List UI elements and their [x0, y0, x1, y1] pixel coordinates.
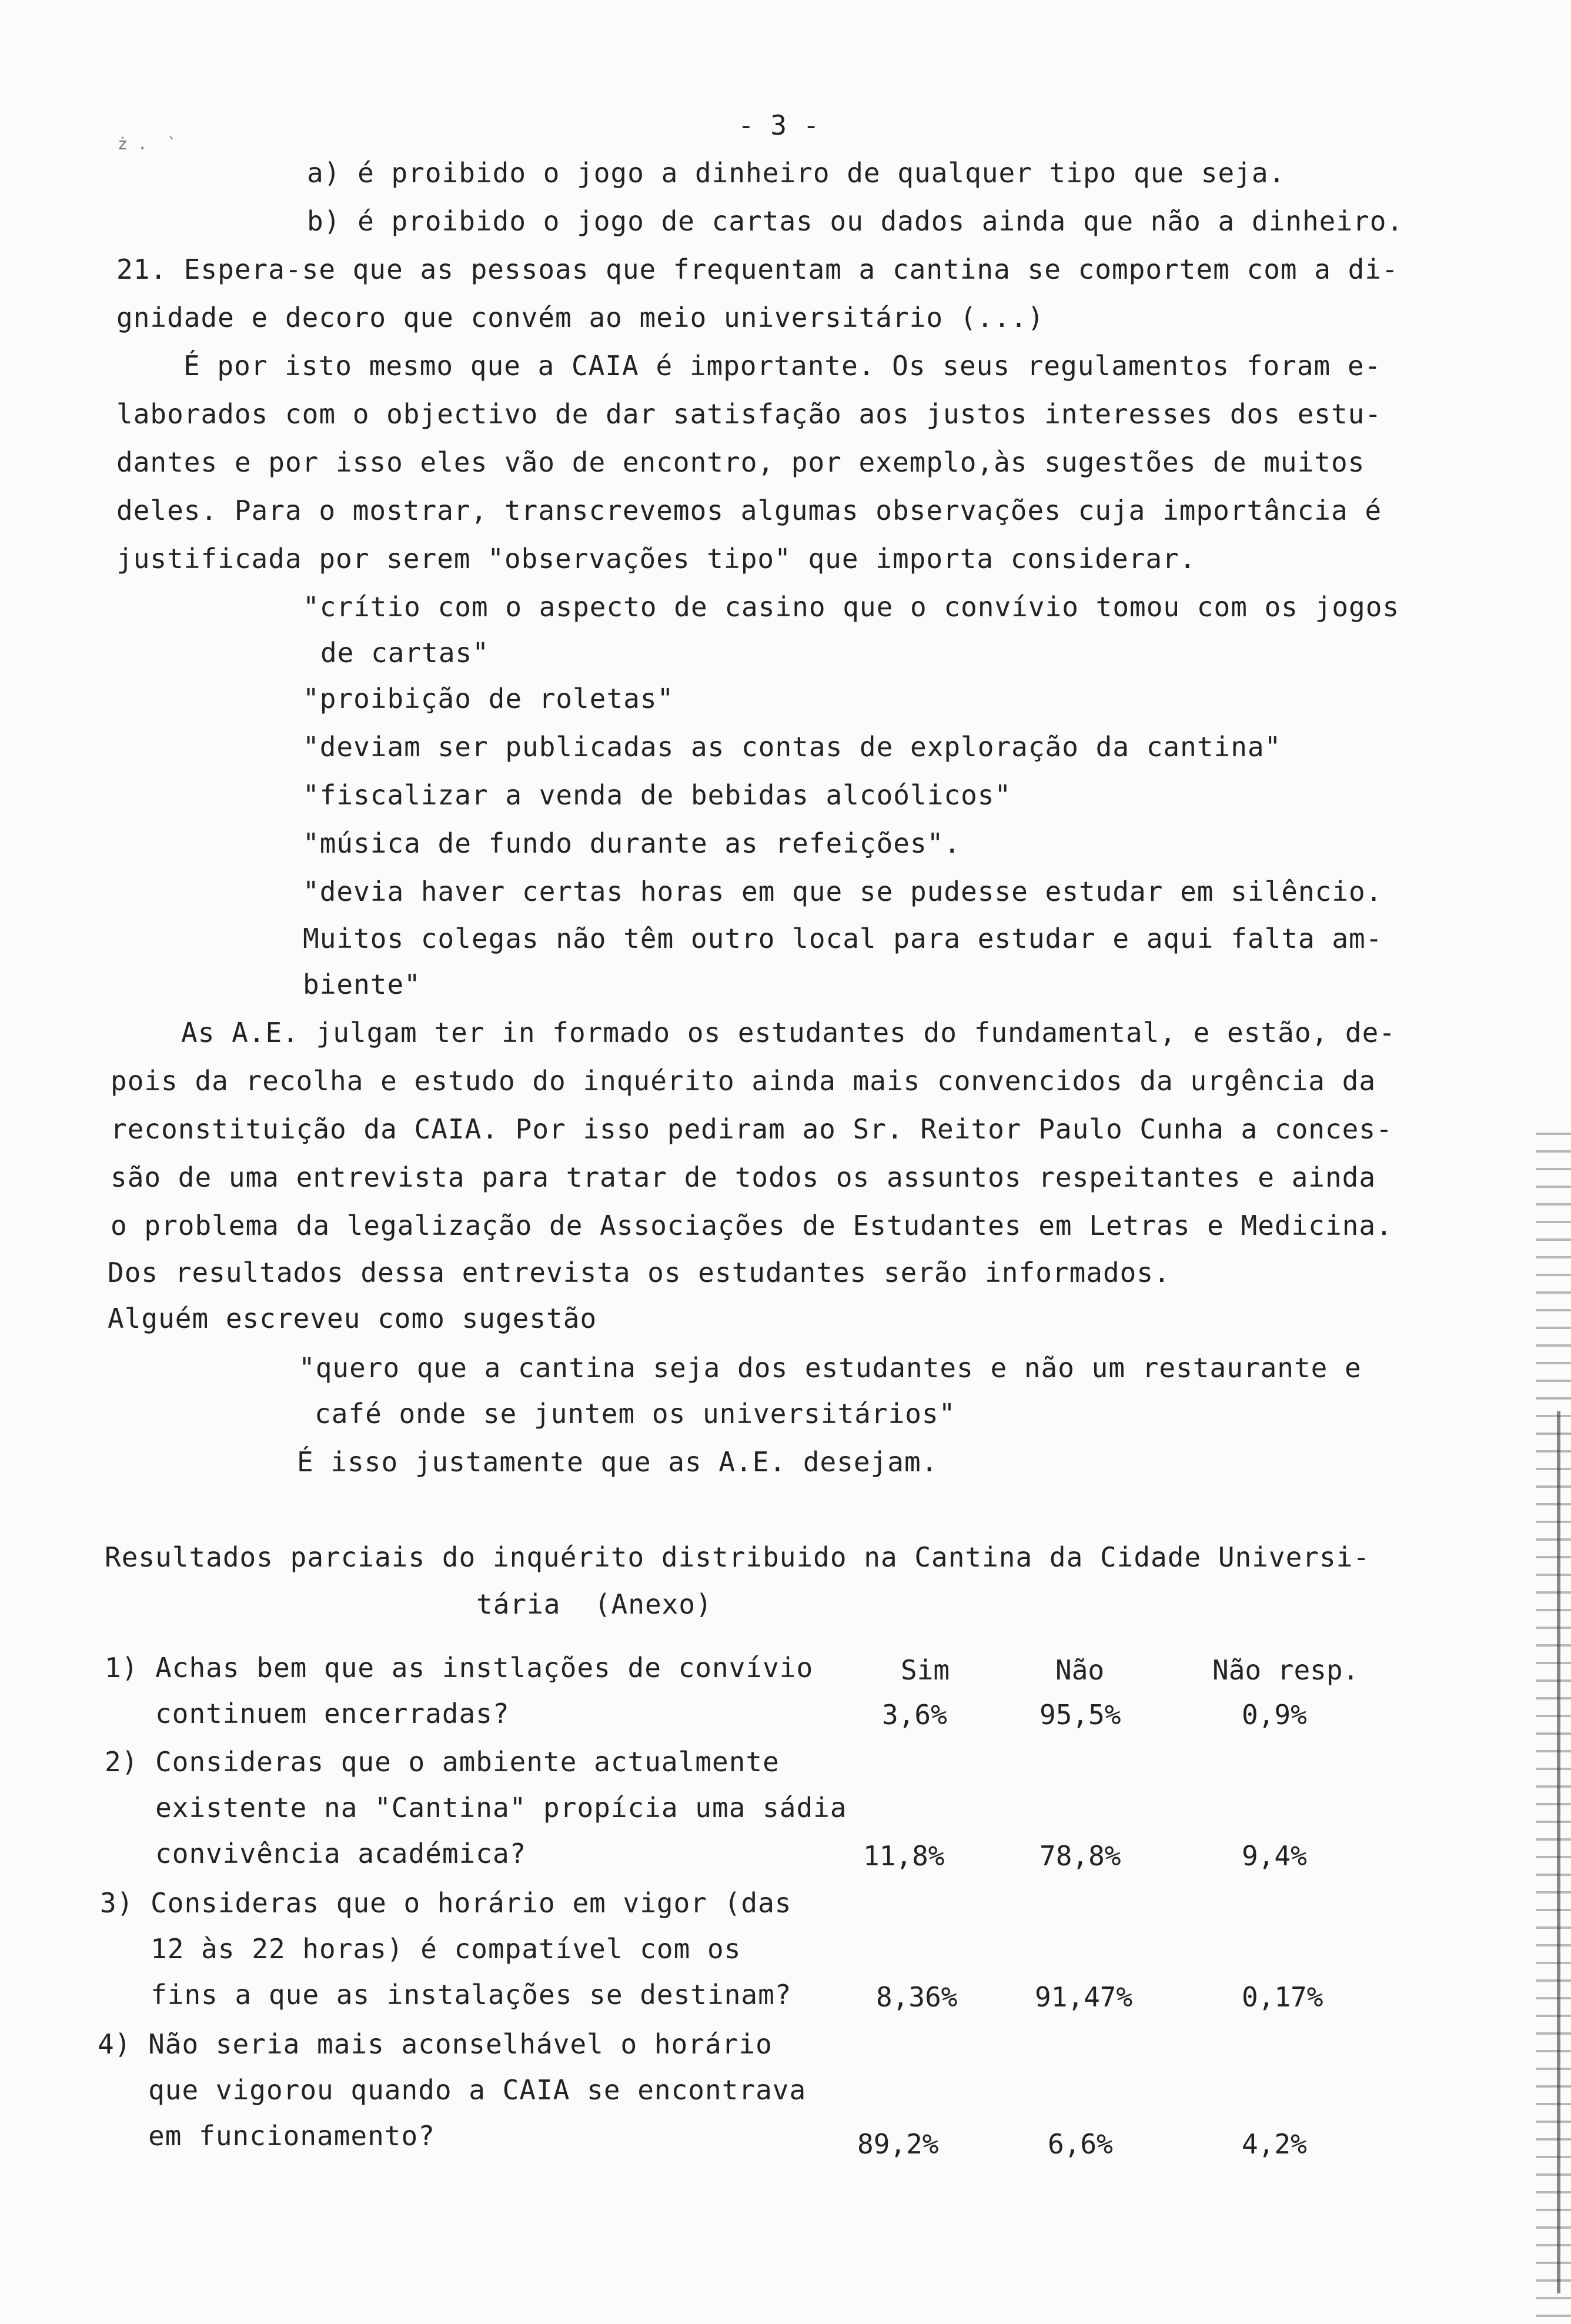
results-title: Resultados parciais do inquérito distribuido na Cantina da Cidade Universi- — [105, 1541, 1371, 1573]
text-line: de cartas" — [320, 637, 489, 669]
answer-nao-resp: 0,9% — [1242, 1699, 1307, 1731]
question-line: em funcionamento? — [98, 2120, 435, 2152]
answer-nao-resp: 9,4% — [1242, 1840, 1307, 1872]
question-line: convivência académica? — [105, 1838, 527, 1869]
text-line: Muitos colegas não têm outro local para estudar e aqui falta am- — [303, 923, 1383, 954]
answer-nao: 78,8% — [1039, 1840, 1121, 1872]
answer-nao-resp: 4,2% — [1242, 2128, 1307, 2160]
answer-nao: 91,47% — [1035, 1981, 1133, 2013]
text-line: deles. Para o mostrar, transcrevemos algumas observações cuja importância é — [116, 495, 1382, 526]
text-line: café onde se juntem os universitários" — [315, 1398, 956, 1430]
text-line: É isso justamente que as A.E. desejam. — [297, 1446, 938, 1478]
answer-sim: 8,36% — [876, 1981, 958, 2013]
question-line: 12 às 22 horas) é compatível com os — [100, 1933, 741, 1965]
page-number: - 3 - — [738, 109, 820, 141]
text-line: justificada por serem "observações tipo" que importa considerar. — [116, 543, 1196, 575]
question-line: 4) Não seria mais aconselhável o horário — [98, 2028, 773, 2060]
text-line: É por isto mesmo que a CAIA é importante. Os seus regulamentos foram e- — [183, 350, 1382, 382]
text-line: 21. Espera-se que as pessoas que frequentam a cantina se comportem com a di- — [116, 253, 1399, 285]
scan-edge-artifact — [1536, 1117, 1571, 2324]
text-line: a) é proibido o jogo a dinheiro de qualquer tipo que seja. — [307, 157, 1286, 189]
question-line: fins a que as instalações se destinam? — [100, 1979, 792, 2011]
column-header-nao: Não — [1055, 1654, 1105, 1686]
question-line: que vigorou quando a CAIA se encontrava — [98, 2074, 807, 2106]
question-line: existente na "Cantina" propícia uma sádia — [105, 1792, 847, 1824]
answer-sim: 89,2% — [857, 2128, 939, 2160]
text-line: Alguém escreveu como sugestão — [108, 1303, 597, 1334]
text-line: Dos resultados dessa entrevista os estudantes serão informados. — [108, 1257, 1171, 1288]
text-line: são de uma entrevista para tratar de todos os assuntos respeitantes e ainda — [111, 1161, 1376, 1193]
text-line: "música de fundo durante as refeições". — [303, 827, 961, 859]
question-line: 1) Achas bem que as instlações de convívio — [105, 1652, 814, 1684]
answer-nao: 95,5% — [1039, 1699, 1121, 1731]
results-title-anexo: tária (Anexo) — [476, 1588, 713, 1620]
text-line: "proibição de roletas" — [303, 683, 674, 714]
text-line: "quero que a cantina seja dos estudantes e não um restaurante e — [299, 1352, 1362, 1384]
question-line: continuem encerradas? — [105, 1698, 510, 1729]
text-line: As A.E. julgam ter in formado os estudantes do fundamental, e estão, de- — [181, 1017, 1396, 1049]
answer-sim: 3,6% — [882, 1699, 947, 1731]
answer-nao-resp: 0,17% — [1242, 1981, 1323, 2013]
answer-sim: 11,8% — [863, 1840, 945, 1872]
text-line: dantes e por isso eles vão de encontro, por exemplo,às sugestões de muitos — [116, 446, 1365, 478]
text-line: biente" — [303, 969, 421, 1000]
text-line: "fiscalizar a venda de bebidas alcoólicos" — [303, 779, 1012, 811]
text-line: gnidade e decoro que convém ao meio universitário (...) — [116, 302, 1045, 333]
corner-marks: ż . ` — [118, 134, 178, 153]
text-line: b) é proibido o jogo de cartas ou dados ainda que não a dinheiro. — [307, 205, 1404, 237]
question-line: 2) Consideras que o ambiente actualmente — [105, 1746, 780, 1778]
column-header-sim: Sim — [901, 1654, 950, 1686]
text-line: "devia haver certas horas em que se pudesse estudar em silêncio. — [303, 876, 1383, 907]
column-header-nao-resp: Não resp. — [1212, 1654, 1359, 1686]
text-line: reconstituição da CAIA. Por isso pediram ao Sr. Reitor Paulo Cunha a conces- — [111, 1113, 1393, 1145]
text-line: "deviam ser publicadas as contas de exploração da cantina" — [303, 731, 1282, 763]
text-line: o problema da legalização de Associações de Estudantes em Letras e Medicina. — [111, 1210, 1393, 1241]
text-line: pois da recolha e estudo do inquérito ainda mais convencidos da urgência da — [111, 1065, 1376, 1097]
text-line: laborados com o objectivo de dar satisfação aos justos interesses dos estu- — [116, 398, 1382, 430]
question-line: 3) Consideras que o horário em vigor (das — [100, 1887, 792, 1919]
answer-nao: 6,6% — [1048, 2128, 1113, 2160]
text-line: "crítio com o aspecto de casino que o convívio tomou com os jogos — [303, 591, 1400, 623]
scan-edge-line — [1557, 1411, 1560, 2293]
